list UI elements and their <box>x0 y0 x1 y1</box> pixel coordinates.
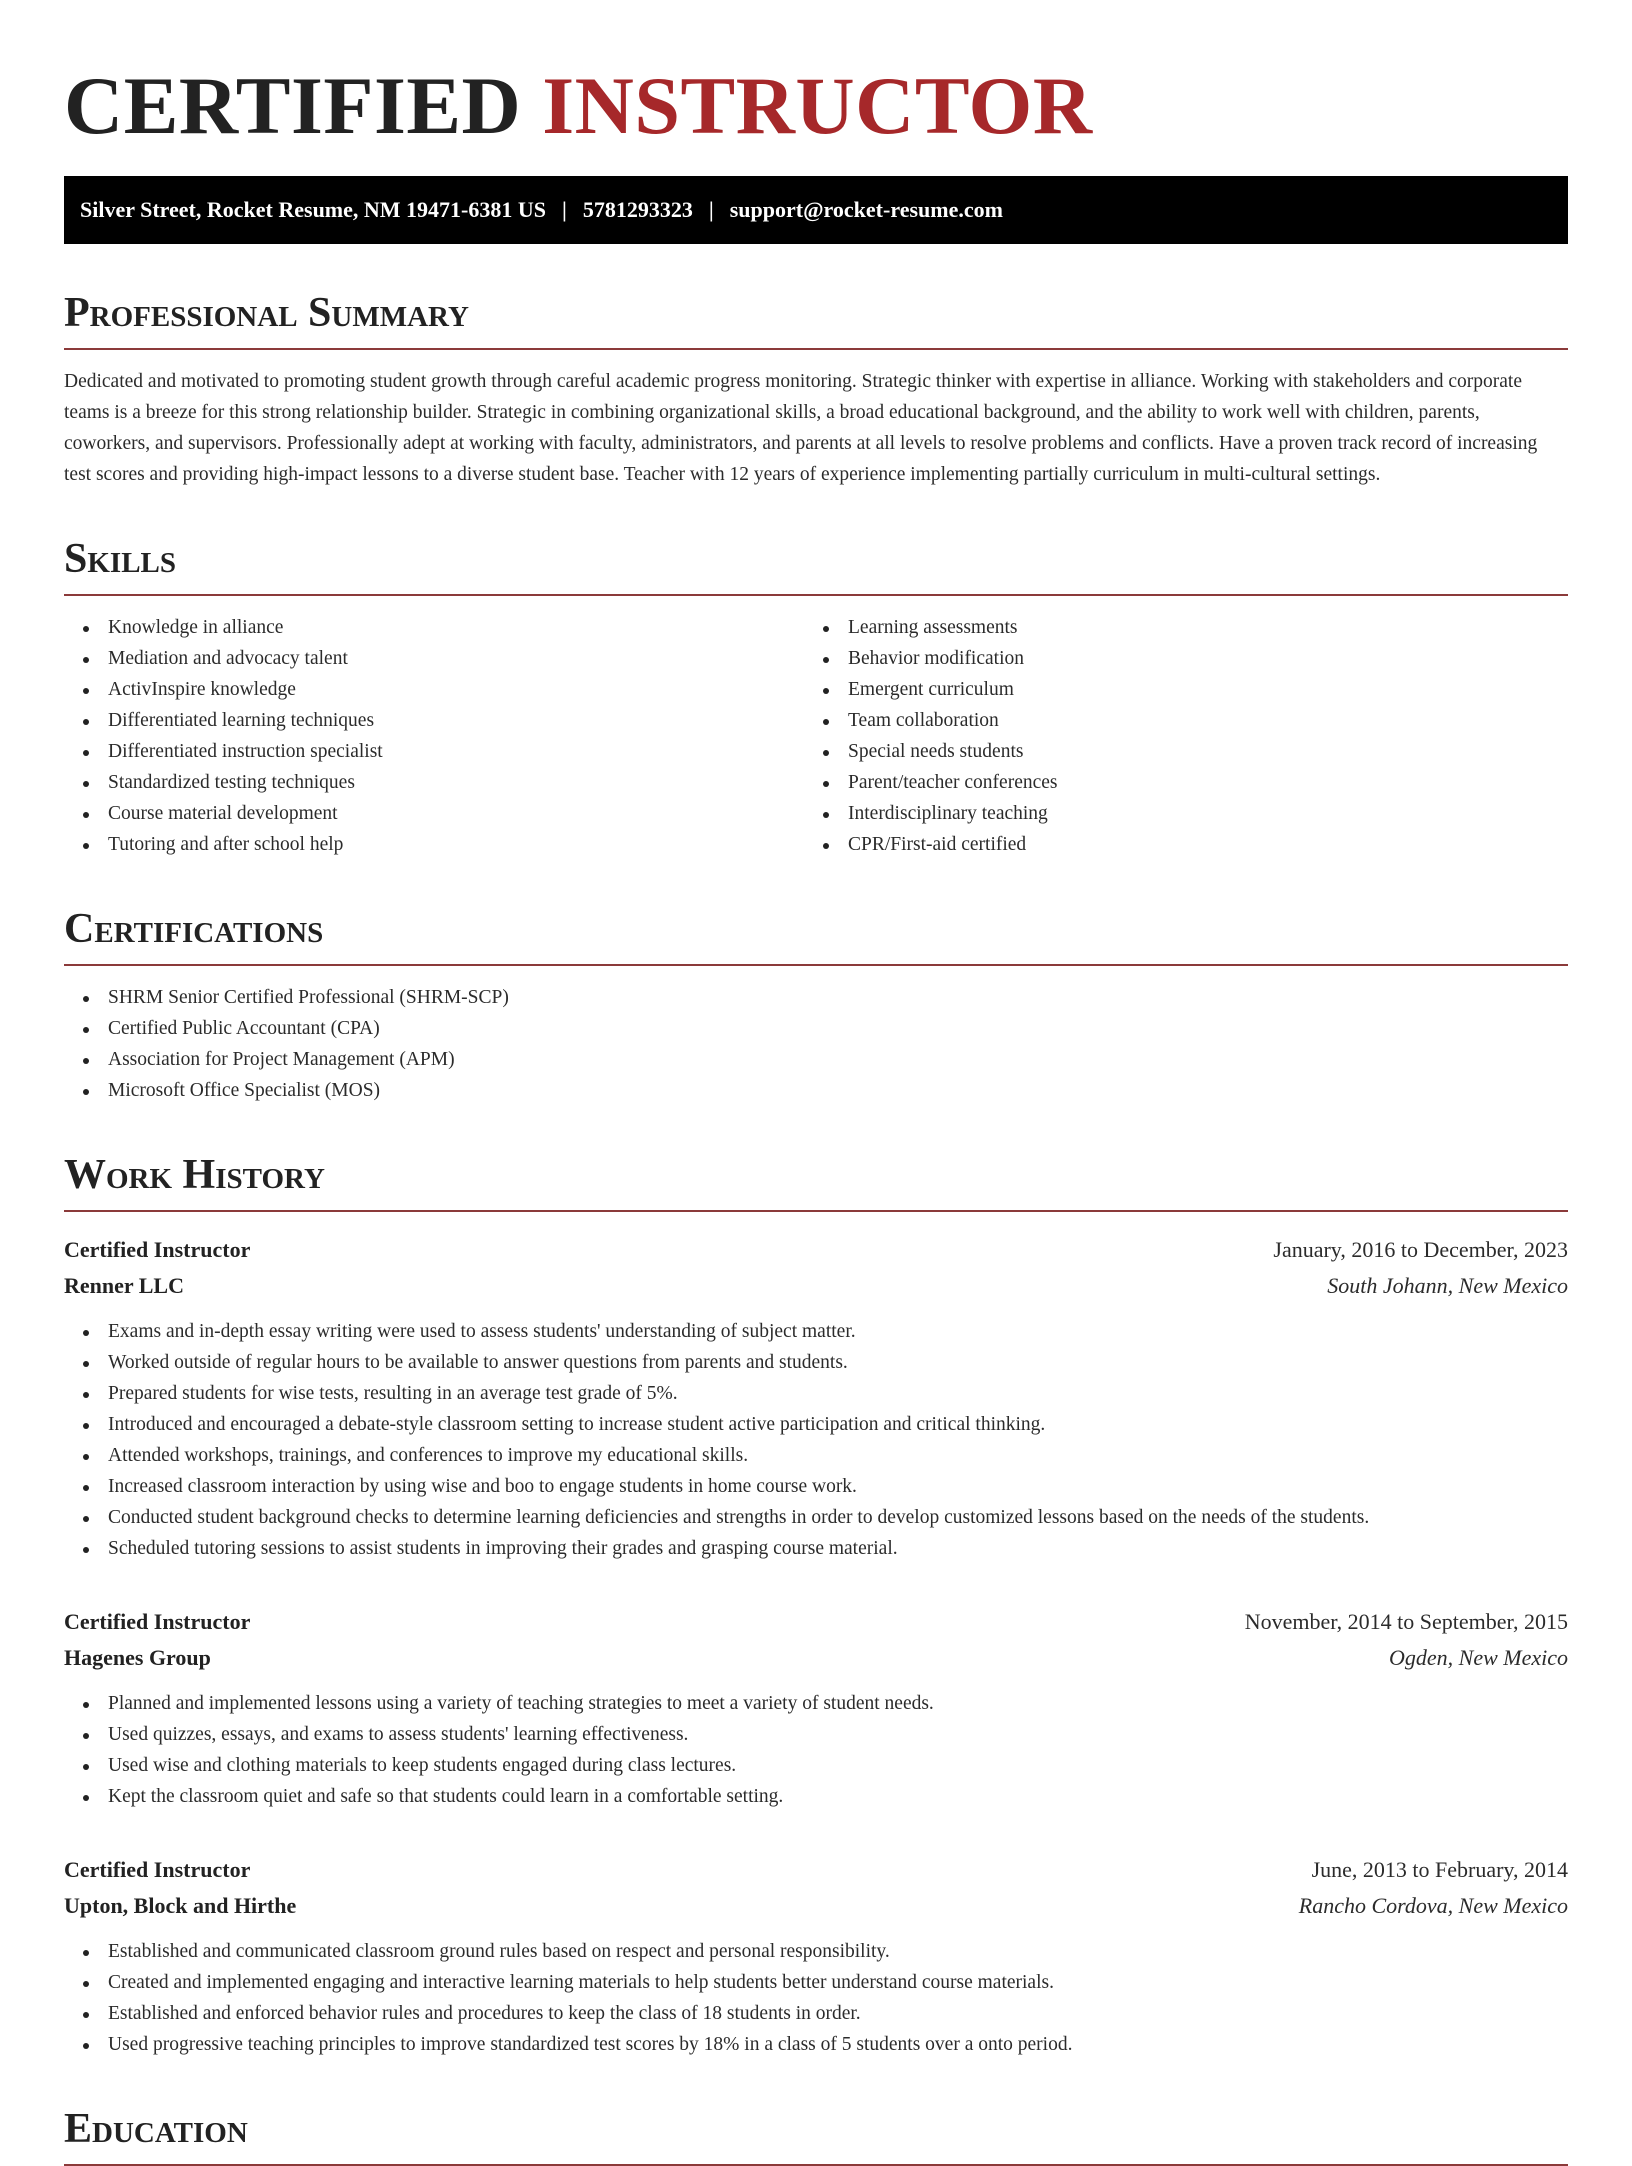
certifications-section <box>64 908 1568 1106</box>
job-bullet: Worked outside of regular hours to be available to answer questions from parents and students. <box>64 1347 1568 1378</box>
skill-item: Differentiated instruction specialist <box>64 736 804 767</box>
job-bullet: Conducted student background checks to determine learning deficiencies and strengths in order to develop customized lessons based on the needs of the students. <box>64 1502 1568 1533</box>
summary-section <box>64 292 1568 490</box>
skill-item: Tutoring and after school help <box>64 829 804 860</box>
job-company: Upton, Block and Hirthe <box>64 1893 297 1918</box>
job-bullet: Planned and implemented lessons using a variety of teaching strategies to meet a variety of student needs. <box>64 1688 1568 1719</box>
contact-address: Silver Street, Rocket Resume, NM 19471-6381 US <box>80 197 546 222</box>
job-bullet: Prepared students for wise tests, resulting in an average test grade of 5%. <box>64 1378 1568 1409</box>
job-dates: November, 2014 to September, 2015 <box>1244 1609 1568 1634</box>
job-bullet: Created and implemented engaging and interactive learning materials to help students better understand course materials. <box>64 1967 1568 1998</box>
job-bullet: Kept the classroom quiet and safe so that students could learn in a comfortable setting. <box>64 1781 1568 1812</box>
contact-separator: | <box>562 197 567 222</box>
contact-phone: 5781293323 <box>582 197 693 222</box>
certification-item: Association for Project Management (APM) <box>64 1044 1568 1075</box>
job-location: Ogden, New Mexico <box>1389 1645 1568 1670</box>
work-heading: Work History <box>64 1154 1568 1212</box>
skill-item: Emergent curriculum <box>804 674 1544 705</box>
skill-item: Interdisciplinary teaching <box>804 798 1544 829</box>
job-header-row <box>64 1852 1568 1888</box>
job-header-row <box>64 1232 1568 1268</box>
job-company-row <box>64 1888 1568 1924</box>
job-bullet: Increased classroom interaction by using wise and boo to engage students in home course work. <box>64 1471 1568 1502</box>
job-company-row <box>64 1268 1568 1304</box>
skill-item: Special needs students <box>804 736 1544 767</box>
job-bullet: Used wise and clothing materials to keep students engaged during class lectures. <box>64 1750 1568 1781</box>
job-bullets <box>64 1688 1568 1812</box>
skills-section <box>64 538 1568 860</box>
job-dates: January, 2016 to December, 2023 <box>1273 1237 1568 1262</box>
summary-heading: Professional Summary <box>64 292 1568 350</box>
job-title: Certified Instructor <box>64 1237 251 1262</box>
skill-item: Learning assessments <box>804 612 1544 643</box>
job-bullets <box>64 1936 1568 2060</box>
skill-item: Course material development <box>64 798 804 829</box>
education-section <box>64 2108 1568 2166</box>
skills-heading: Skills <box>64 538 1568 596</box>
skill-item: Standardized testing techniques <box>64 767 804 798</box>
certification-item: Certified Public Accountant (CPA) <box>64 1013 1568 1044</box>
name-last: INSTRUCTOR <box>542 60 1093 151</box>
skill-item: Differentiated learning techniques <box>64 705 804 736</box>
job-bullets <box>64 1316 1568 1564</box>
job-company-row <box>64 1640 1568 1676</box>
certification-item: Microsoft Office Specialist (MOS) <box>64 1075 1568 1106</box>
job-title: Certified Instructor <box>64 1857 251 1882</box>
skills-list-right <box>804 612 1544 860</box>
job-location: Rancho Cordova, New Mexico <box>1298 1893 1568 1918</box>
job-company: Renner LLC <box>64 1273 184 1298</box>
job-bullet: Attended workshops, trainings, and conferences to improve my educational skills. <box>64 1440 1568 1471</box>
job-bullet: Scheduled tutoring sessions to assist students in improving their grades and grasping course material. <box>64 1533 1568 1564</box>
certifications-list <box>64 982 1568 1106</box>
skills-list-left <box>64 612 804 860</box>
name-first: CERTIFIED <box>64 60 522 151</box>
job-dates: June, 2013 to February, 2014 <box>1311 1857 1568 1882</box>
job-header-row <box>64 1604 1568 1640</box>
job-title: Certified Instructor <box>64 1609 251 1634</box>
skill-item: Team collaboration <box>804 705 1544 736</box>
job-bullet: Introduced and encouraged a debate-style classroom setting to increase student active participation and critical thinking. <box>64 1409 1568 1440</box>
job-bullet: Exams and in-depth essay writing were used to assess students' understanding of subject matter. <box>64 1316 1568 1347</box>
contact-separator: | <box>708 197 714 222</box>
skill-item: Parent/teacher conferences <box>804 767 1544 798</box>
certification-item: SHRM Senior Certified Professional (SHRM-SCP) <box>64 982 1568 1013</box>
work-section <box>64 1154 1568 2060</box>
jobs-list <box>64 1232 1568 2060</box>
certifications-heading: Certifications <box>64 908 1568 966</box>
skills-grid <box>64 612 1568 860</box>
job-bullet: Used quizzes, essays, and exams to assess students' learning effectiveness. <box>64 1719 1568 1750</box>
skill-item: Knowledge in alliance <box>64 612 804 643</box>
job-entry <box>64 1232 1568 1564</box>
job-company: Hagenes Group <box>64 1645 211 1670</box>
contact-bar <box>64 176 1568 244</box>
education-heading: Education <box>64 2108 1568 2166</box>
job-entry <box>64 1604 1568 1812</box>
skill-item: CPR/First-aid certified <box>804 829 1544 860</box>
skill-item: ActivInspire knowledge <box>64 674 804 705</box>
job-bullet: Established and enforced behavior rules and procedures to keep the class of 18 students in order. <box>64 1998 1568 2029</box>
job-location: South Johann, New Mexico <box>1327 1273 1568 1298</box>
resume-name <box>64 0 1568 156</box>
job-bullet: Established and communicated classroom ground rules based on respect and personal responsibility. <box>64 1936 1568 1967</box>
job-bullet: Used progressive teaching principles to improve standardized test scores by 18% in a class of 5 students over a onto period. <box>64 2029 1568 2060</box>
skill-item: Behavior modification <box>804 643 1544 674</box>
job-entry <box>64 1852 1568 2060</box>
contact-email: support@rocket-resume.com <box>729 197 1003 222</box>
summary-text: Dedicated and motivated to promoting student growth through careful academic progress monitoring. Strategic thinker with expertise in alliance. Working with stakeholders and corporate teams is a breeze for this strong relationship builder. Strategic in combining organizational skills, a broad educational background, and the ability to work well with children, parents, coworkers, and supervisors. Professionally adept at working with faculty, administrators, and parents at all levels to resolve problems and conflicts. Have a proven track record of increasing test scores and providing high-impact lessons to a diverse student base. Teacher with 12 years of experience implementing partially curriculum in multi-cultural settings. <box>64 371 1538 485</box>
skill-item: Mediation and advocacy talent <box>64 643 804 674</box>
